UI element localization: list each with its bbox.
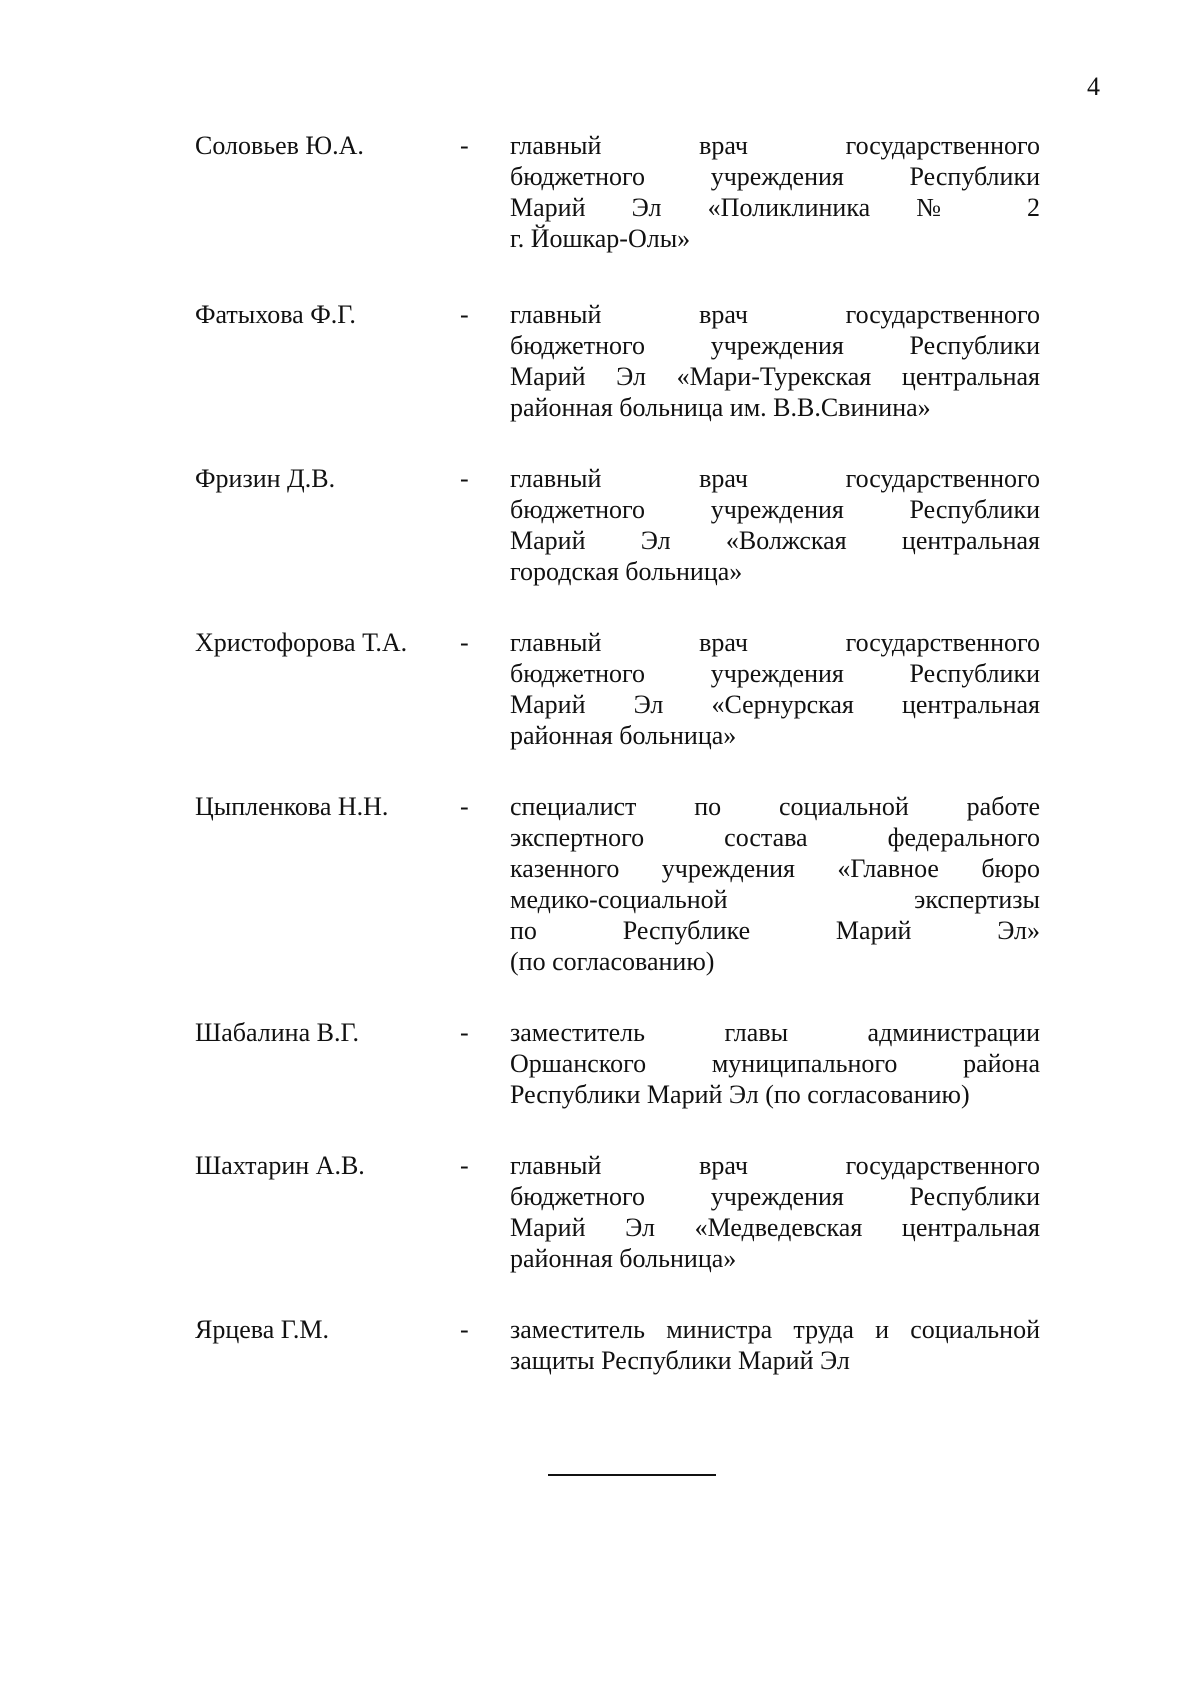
position-line: заместитель министра труда и социальной [510, 1315, 1040, 1344]
position-line: главный врач государственного [510, 131, 1040, 160]
member-entry [0, 1150, 1200, 1274]
position-line: главный врач государственного [510, 628, 1040, 657]
dash-separator: - [460, 1018, 469, 1047]
dash-separator: - [460, 300, 469, 329]
member-entry [0, 463, 1200, 587]
position-line: районная больница» [510, 1244, 737, 1273]
member-name: Соловьев Ю.А. [195, 131, 364, 160]
member-position [510, 1150, 1040, 1274]
member-name: Цыпленкова Н.Н. [195, 792, 389, 821]
member-name: Христофорова Т.А. [195, 628, 408, 657]
position-line: Марий Эл «Волжская центральная [510, 526, 1040, 555]
position-line: бюджетного учреждения Республики [510, 162, 1040, 191]
member-entry [0, 299, 1200, 423]
position-line: специалист по социальной работе [510, 792, 1040, 821]
position-line: Марий Эл «Мари-Турекская центральная [510, 362, 1040, 391]
position-line: районная больница им. В.В.Свинина» [510, 393, 931, 422]
member-position [510, 1314, 1040, 1376]
position-line: экспертного состава федерального [510, 823, 1040, 852]
position-line: Оршанского муниципального района [510, 1049, 1040, 1078]
position-line: Марий Эл «Поликлиника № 2 [510, 193, 1040, 222]
dash-separator: - [460, 628, 469, 657]
position-line: бюджетного учреждения Республики [510, 495, 1040, 524]
dash-separator: - [460, 464, 469, 493]
member-position [510, 627, 1040, 751]
position-line: Республики Марий Эл (по согласованию) [510, 1080, 970, 1109]
member-position [510, 791, 1040, 977]
position-line: главный врач государственного [510, 464, 1040, 493]
position-line: заместитель главы администрации [510, 1018, 1040, 1047]
member-entry [0, 130, 1200, 254]
dash-separator: - [460, 792, 469, 821]
member-position [510, 463, 1040, 587]
member-position [510, 1017, 1040, 1110]
member-name: Шахтарин А.В. [195, 1151, 365, 1180]
position-line: казенного учреждения «Главное бюро [510, 854, 1040, 883]
page-number: 4 [1087, 72, 1100, 101]
position-line: главный врач государственного [510, 1151, 1040, 1180]
position-line: защиты Республики Марий Эл [510, 1346, 850, 1375]
member-position [510, 299, 1040, 423]
member-entry [0, 791, 1200, 977]
position-line: (по согласованию) [510, 947, 715, 976]
position-line: городская больница» [510, 557, 743, 586]
member-name: Ярцева Г.М. [195, 1315, 329, 1344]
position-line: бюджетного учреждения Республики [510, 1182, 1040, 1211]
member-name: Фризин Д.В. [195, 464, 336, 493]
dash-separator: - [460, 1315, 469, 1344]
position-line: медико-социальной экспертизы [510, 885, 1040, 914]
dash-separator: - [460, 131, 469, 160]
end-separator-line [548, 1474, 716, 1476]
member-entry [0, 1017, 1200, 1110]
position-line: главный врач государственного [510, 300, 1040, 329]
member-entry [0, 627, 1200, 751]
position-line: Марий Эл «Сернурская центральная [510, 690, 1040, 719]
position-line: г. Йошкар-Олы» [510, 224, 691, 253]
position-line: бюджетного учреждения Республики [510, 659, 1040, 688]
member-name: Шабалина В.Г. [195, 1018, 360, 1047]
member-name: Фатыхова Ф.Г. [195, 300, 356, 329]
dash-separator: - [460, 1151, 469, 1180]
member-list [0, 130, 1200, 1376]
position-line: по Республике Марий Эл» [510, 916, 1040, 945]
position-line: бюджетного учреждения Республики [510, 331, 1040, 360]
position-line: районная больница» [510, 721, 737, 750]
position-line: Марий Эл «Медведевская центральная [510, 1213, 1040, 1242]
member-position [510, 130, 1040, 254]
member-entry [0, 1314, 1200, 1376]
